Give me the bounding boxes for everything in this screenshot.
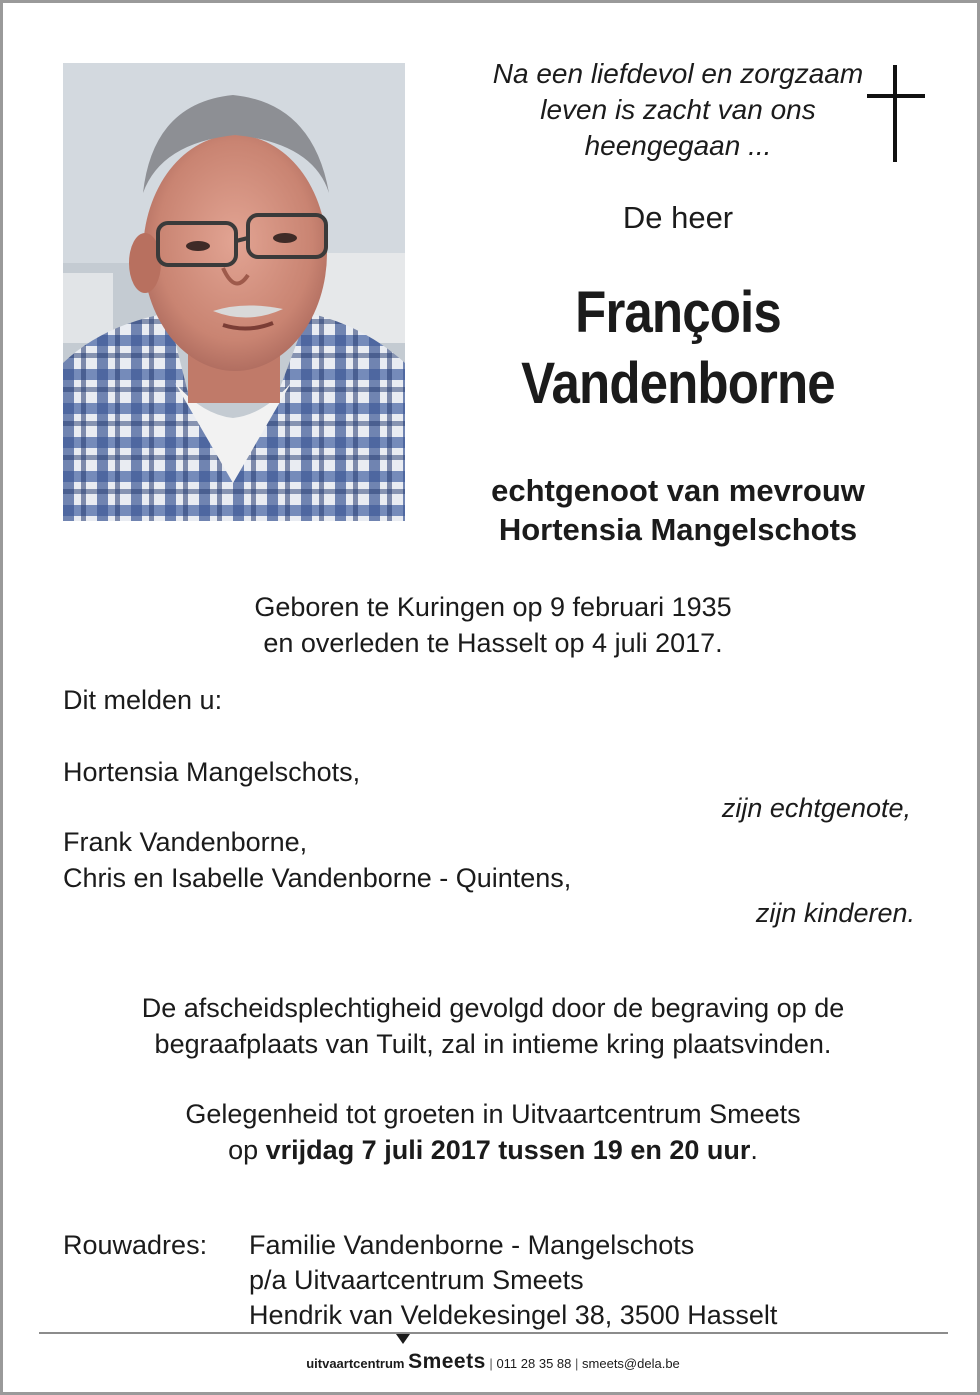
spouse-line: echtgenoot van mevrouw (491, 473, 865, 508)
announce-label: Dit melden u: (63, 685, 223, 715)
visitation-datetime: vrijdag 7 juli 2017 tussen 19 en 20 uur (265, 1135, 751, 1165)
address-line: Hendrik van Veldekesingel 38, 3500 Hasselt (249, 1300, 778, 1330)
death-line: en overleden te Hasselt op 4 juli 2017. (263, 628, 723, 658)
address-label: Rouwadres: (63, 1230, 208, 1260)
address-line: p/a Uitvaartcentrum Smeets (249, 1265, 584, 1295)
birth-line: Geboren te Kuringen op 9 februari 1935 (254, 592, 732, 622)
funeral-home-footer (283, 1348, 703, 1378)
last-name: Vandenborne (521, 351, 835, 416)
intro-verse (403, 56, 953, 164)
footer-separator: | (489, 1356, 493, 1371)
triangle-down-icon (396, 1334, 410, 1344)
first-name: François (575, 280, 781, 345)
family-child-1: Frank Vandenborne, (63, 827, 308, 857)
brand-small: uitvaartcentrum (306, 1356, 405, 1371)
family-children-relation: zijn kinderen. (755, 898, 915, 928)
family-spouse-relation: zijn echtgenote, (721, 793, 911, 823)
portrait-illustration (63, 63, 405, 521)
footer-separator: | (575, 1356, 579, 1371)
family-spouse-name: Hortensia Mangelschots, (63, 757, 361, 787)
ceremony-line: De afscheidsplechtigheid gevolgd door de begraving op de (141, 993, 845, 1023)
honorific: De heer (622, 200, 734, 235)
intro-line: heengegaan ... (584, 130, 772, 161)
family-child-2: Chris en Isabelle Vandenborne - Quintens, (63, 863, 572, 893)
visitation-line-2 (43, 1132, 943, 1168)
address-line: Familie Vandenborne - Mangelschots (249, 1230, 695, 1260)
address-lines (249, 1228, 777, 1333)
ceremony-text (43, 990, 943, 1062)
brand-big: Smeets (408, 1350, 486, 1373)
mourning-address (63, 1228, 943, 1330)
portrait-photo (63, 63, 405, 521)
visitation-text (43, 1096, 943, 1168)
visitation-prefix: op (228, 1135, 266, 1165)
intro-line: Na een liefdevol en zorgzaam (492, 58, 864, 89)
deceased-name (436, 277, 920, 419)
ceremony-line: begraafplaats van Tuilt, zal in intieme kring plaatsvinden. (154, 1029, 832, 1059)
footer-divider (39, 1332, 948, 1334)
footer-email: smeets@dela.be (582, 1356, 680, 1371)
visitation-suffix: . (750, 1135, 758, 1165)
footer-phone: 011 28 35 88 (496, 1356, 572, 1371)
life-dates (63, 589, 923, 661)
spouse-line: Hortensia Mangelschots (498, 512, 858, 547)
spouse-of (403, 471, 953, 549)
visitation-line-1: Gelegenheid tot groeten in Uitvaartcentrum Smeets (185, 1099, 801, 1129)
intro-line: leven is zacht van ons (540, 94, 816, 125)
